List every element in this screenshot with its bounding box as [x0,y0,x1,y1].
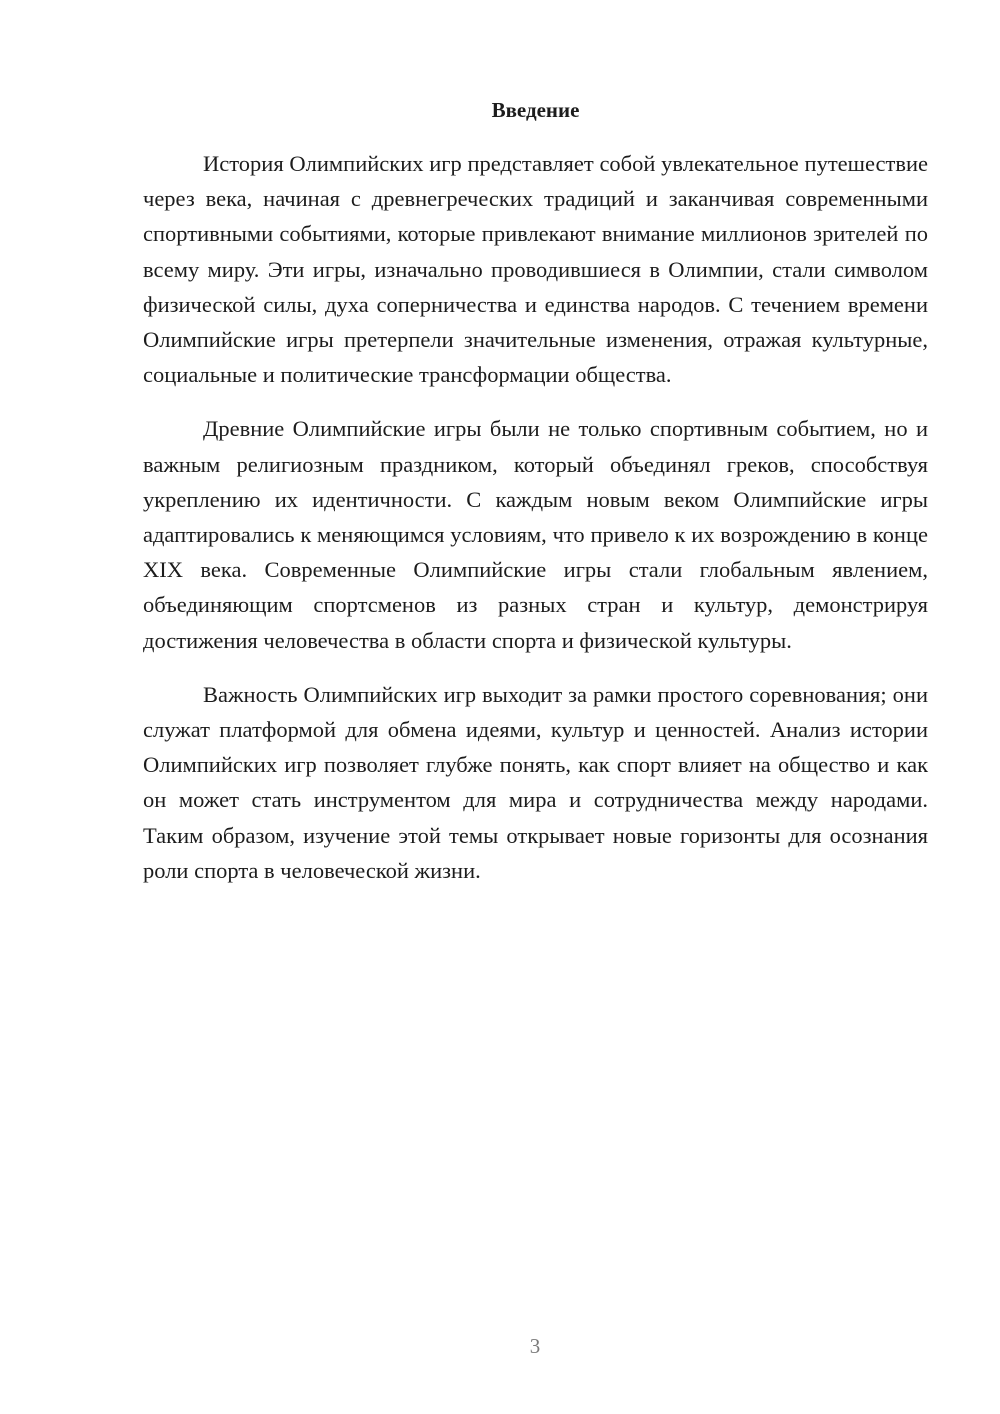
paragraph-2: Древние Олимпийские игры были не только спортивным событием, но и важным религиозным праздником, который объединял греков, способствуя укреплению их идентичности. С каждым новым веком Олимпийские игры адаптировались к меняющимся условиям, что привело к их возрождению в конце XIX века. Современные Олимпийские игры стали глобальным явлением, объединяющим спортсменов из разных стран и культур, демонстрируя достижения человечества в области спорта и физической культуры. [143,416,928,653]
page-title: Введение [491,98,580,122]
paragraph-1: История Олимпийских игр представляет собой увлекательное путешествие через века, начиная с древнегреческих традиций и заканчивая современными спортивными событиями, которые привлекают внимание миллионов зрителей по всему миру. Эти игры, изначально проводившиеся в Олимпии, стали символом физической силы, духа соперничества и единства народов. С течением времени Олимпийские игры претерпели значительные изменения, отражая культурные, социальные и политические трансформации общества. [143,151,928,388]
page-number: 3 [529,1334,541,1358]
paragraph-3: Важность Олимпийских игр выходит за рамки простого соревнования; они служат платформой для обмена идеями, культур и ценностей. Анализ истории Олимпийских игр позволяет глубже понять, как спорт влияет на общество и как он может стать инструментом для мира и сотрудничества между народами. Таким образом, изучение этой темы открывает новые горизонты для осознания роли спорта в человеческой жизни. [143,681,928,883]
page-content [143,96,928,888]
